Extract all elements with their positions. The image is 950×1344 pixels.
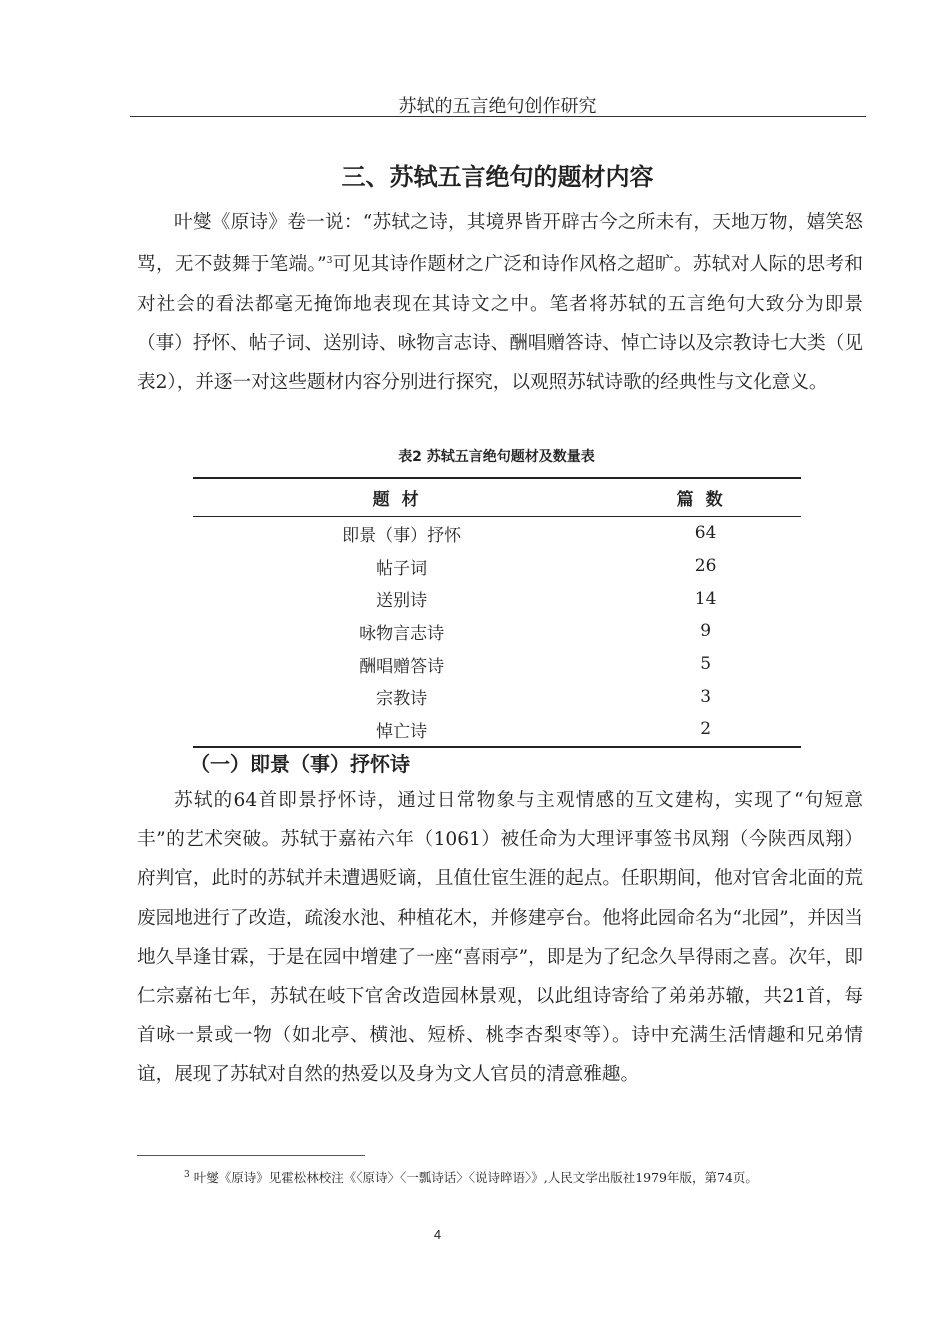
table-header-row <box>193 478 801 517</box>
intro-text-2: 可见其诗作题材之广泛和诗作风格之超旷。苏轼对人际的思考和对社会的看法都毫无掩饰地表现在其诗文之中。笔者将苏轼的五言绝句大致分为即景（事）抒怀、帖子词、送别诗、咏物言志诗、酬唱赠答诗、悼亡诗以及宗教诗七大类（见表2），并逐一对这些题材内容分别进行探究，以观照苏轼诗歌的经典性与文化意义。 <box>137 254 863 393</box>
table-row <box>193 615 801 648</box>
table-row <box>193 648 801 681</box>
table-row <box>193 713 801 747</box>
cell-count: 3 <box>700 686 712 707</box>
chapter-title: 三、苏轼五言绝句的题材内容 <box>341 163 654 191</box>
cell-subject: 悼亡诗 <box>376 721 428 742</box>
intro-text-1: 叶燮《原诗》卷一说：“苏轼之诗，其境界皆开辟古今之所未有，天地万物，嬉笑怒骂，无不鼓舞于笔端。” <box>137 212 863 276</box>
cell-subject: 咏物言志诗 <box>359 623 445 644</box>
cell-count: 2 <box>700 719 712 740</box>
table-row <box>193 680 801 713</box>
table-row <box>193 550 801 583</box>
page-number: 4 <box>433 1227 442 1242</box>
section-paragraph: 苏轼的64首即景抒怀诗，通过日常物象与主观情感的互文建构，实现了“句短意丰”的艺术突破。苏轼于嘉祐六年（1061）被任命为大理评事签书凤翔（今陕西凤翔）府判官，此时的苏轼并未遭遇贬谪，且值仕宦生涯的起点。任职期间，他对官舍北面的荒废园地进行了改造，疏浚水池、种植花木，并修建亭台。他将此园命名为“北园”，并因当地久旱逢甘霖，于是在园中增建了一座“喜雨亭”，即是为了纪念久旱得雨之喜。次年，即仁宗嘉祐七年，苏轼在岐下官舍改造园林景观，以此组诗寄给了弟弟苏辙，共21首，每首咏一景或一物（如北亭、横池、短桥、桃李杏梨枣等）。诗中充满生活情趣和兄弟情谊，展现了苏轼对自然的热爱以及身为文人官员的清意雅趣。 <box>137 790 863 1086</box>
intro-paragraph <box>137 203 863 402</box>
cell-subject: 宗教诗 <box>376 689 428 710</box>
cell-subject: 即景（事）抒怀 <box>342 525 462 546</box>
footnote-ref[interactable]: 3 <box>326 256 333 267</box>
section-heading: （一）即景（事）抒怀诗 <box>190 752 410 776</box>
table-caption: 表2 苏轼五言绝句题材及数量表 <box>398 449 595 465</box>
cell-count: 14 <box>694 588 717 609</box>
table-row <box>193 517 801 550</box>
footnote-marker: 3 <box>184 1170 190 1180</box>
footnote-divider <box>137 1155 365 1156</box>
table-row <box>193 582 801 615</box>
cell-count: 9 <box>700 621 712 642</box>
cell-count: 5 <box>700 654 712 675</box>
footnote-text: 叶燮《原诗》见霍松林校注《〈原诗〉〈一瓢诗话〉〈说诗晬语〉》,人民文学出版社1979年版，第74页。 <box>193 1170 758 1186</box>
cell-count: 26 <box>694 556 717 577</box>
footnote <box>137 1163 852 1190</box>
cell-count: 64 <box>694 523 717 544</box>
running-header: 苏轼的五言绝句创作研究 <box>398 96 597 117</box>
header-divider <box>130 116 866 117</box>
cell-subject: 酬唱赠答诗 <box>359 656 445 677</box>
cell-subject: 送别诗 <box>376 591 428 612</box>
header-subject: 题材 <box>372 490 431 510</box>
header-count: 篇数 <box>676 490 735 510</box>
subject-count-table <box>193 477 801 748</box>
cell-subject: 帖子词 <box>376 558 428 579</box>
